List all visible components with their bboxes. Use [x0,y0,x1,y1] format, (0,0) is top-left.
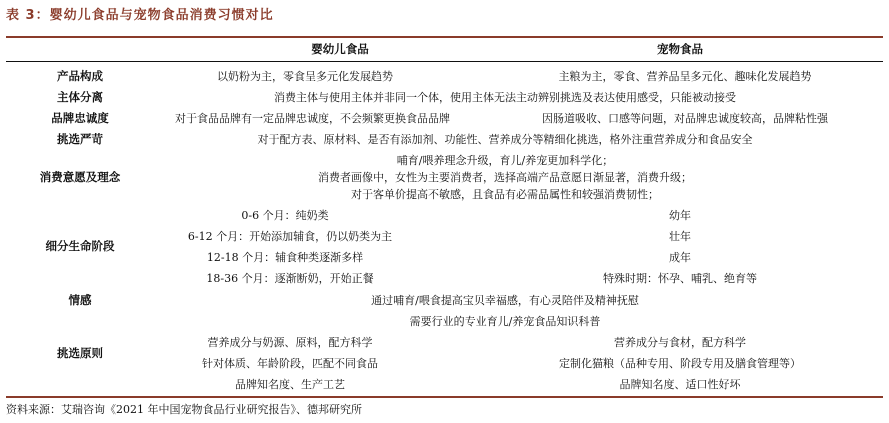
principle-pet-3: 品牌知名度、适口性好坏 [619,378,741,391]
stage-baby-2: 6-12 个月：开始添加辅食，仍以奶类为主 [187,230,393,243]
row-label-concept: 消费意愿及理念 [39,170,121,184]
principle-pet-2: 定制化猫粮（品种专用、阶段专用及膳食管理等） [559,357,801,370]
stage-baby-4: 18-36 个月：逐渐断奶，开始正餐 [206,272,374,285]
row-label-composition: 产品构成 [57,69,103,83]
principle-pet-1: 营养成分与食材，配方科学 [614,336,746,349]
loyalty-pet: 因肠道吸收、口感等问题，对品牌忠诚度较高，品牌粘性强 [542,112,828,125]
row-label-principles: 挑选原则 [57,346,103,360]
row-label-stages: 细分生命阶段 [45,239,115,253]
subject-text: 消费主体与使用主体并非同一个体，使用主体无法主动辨别挑选及表达使用感受，只能被动接受 [274,91,736,104]
strict-text: 对于配方表、原材料、是否有添加剂、功能性、营养成分等精细化挑选，格外注重营养成分和食品安全 [257,133,753,146]
stage-pet-1: 幼年 [669,209,691,222]
concept-line-3: 对于客单价提高不敏感，且食品有必需品属性和较强消费韧性； [351,188,659,201]
column-header-baby: 婴幼儿食品 [311,42,369,56]
source-note: 资料来源：艾瑞咨询《2021 年中国宠物食品行业研究报告》、德邦研究所 [6,403,362,416]
loyalty-baby: 对于食品品牌有一定品牌忠诚度，不会频繁更换食品品牌 [175,112,450,125]
stage-pet-4: 特殊时期：怀孕、哺乳、绝育等 [603,272,757,285]
header-rule [6,61,883,62]
concept-line-1: 哺育/喂养理念升级，育儿/养宠更加科学化； [396,154,614,167]
stage-baby-1: 0-6 个月：纯奶类 [241,209,329,222]
row-label-loyalty: 品牌忠诚度 [51,111,109,125]
bottom-rule [6,396,883,398]
principle-baby-2: 针对体质、年龄阶段，匹配不同食品 [202,357,378,370]
row-label-emotion: 情感 [68,293,92,307]
concept-line-2: 消费者画像中，女性为主要消费者，选择高端产品意愿日渐显著，消费升级； [318,171,692,184]
principle-baby-1: 营养成分与奶源、原料，配方科学 [207,336,373,349]
composition-baby: 以奶粉为主，零食呈多元化发展趋势 [217,70,393,83]
principles-shared: 需要行业的专业育儿/养宠食品知识科普 [409,315,601,328]
row-label-strict: 挑选严苛 [57,132,103,146]
principle-baby-3: 品牌知名度、生产工艺 [235,378,345,391]
row-label-subject: 主体分离 [57,90,103,104]
stage-pet-2: 壮年 [669,230,691,243]
top-rule [6,36,883,38]
composition-pet: 主粮为主，零食、营养品呈多元化、趣味化发展趋势 [558,70,812,83]
table-title: 表 3：婴幼儿食品与宠物食品消费习惯对比 [6,8,274,23]
emotion-text: 通过哺育/喂食提高宝贝幸福感，有心灵陪伴及精神抚慰 [371,294,639,307]
column-header-pet: 宠物食品 [657,42,703,56]
stage-pet-3: 成年 [669,251,691,264]
stage-baby-3: 12-18 个月：辅食种类逐渐多样 [206,251,364,264]
